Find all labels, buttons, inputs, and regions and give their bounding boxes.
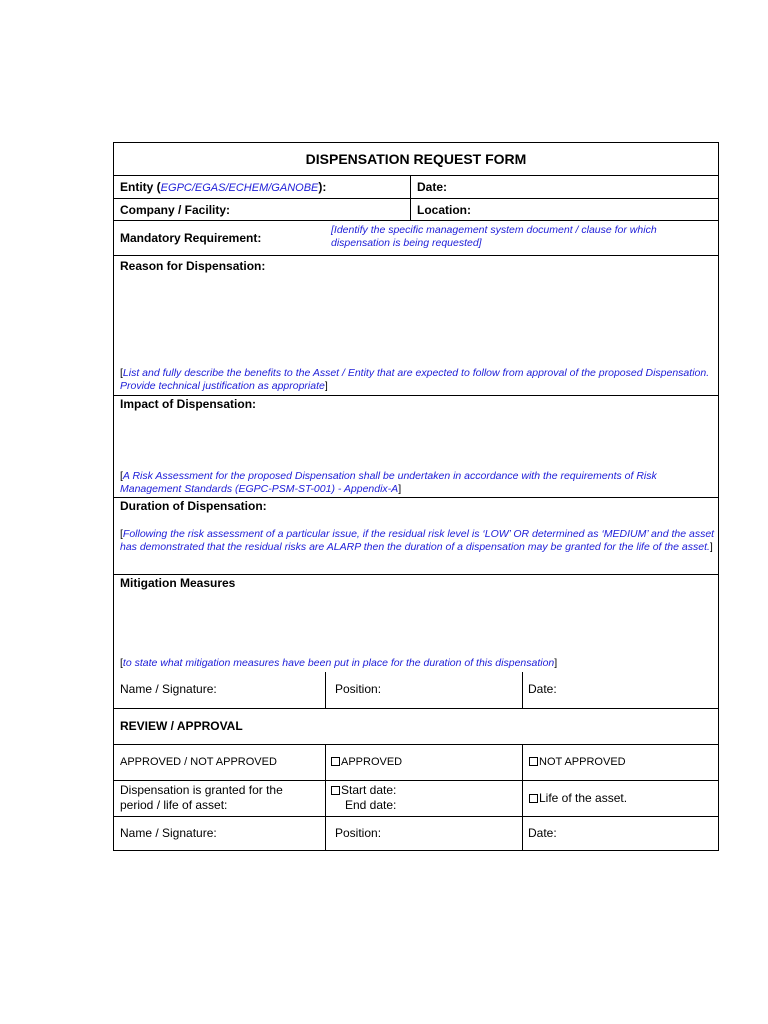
divider <box>325 781 326 816</box>
mandatory-hint: [Identify the specific management system document / clause for which dispensation is being requested] <box>331 224 657 249</box>
approved-label: APPROVED <box>341 756 403 768</box>
duration-label: Duration of Dispensation: <box>120 499 267 513</box>
divider <box>325 745 326 780</box>
mandatory-row <box>114 220 718 255</box>
not-approved-checkbox[interactable] <box>529 757 538 766</box>
reason-hint-block <box>120 367 710 393</box>
duration-hint: Following the risk assessment of a particular issue, if the residual risk level is ‘LOW’ OR determined as ‘MEDIUM’ and the asset has demonstrated that the residual risks are ALARP then the duration of a dispensation may be granted for the life of the asset. <box>120 528 715 553</box>
approved-option[interactable] <box>331 756 402 768</box>
date-label: Date: <box>417 180 448 194</box>
divider <box>522 817 523 850</box>
position-label: Position: <box>335 826 382 840</box>
start-date-checkbox[interactable] <box>331 786 340 795</box>
entity-row <box>114 175 718 198</box>
title-row <box>114 143 718 175</box>
signature-row-2 <box>114 816 718 850</box>
review-heading: REVIEW / APPROVAL <box>120 719 243 733</box>
life-of-asset-option[interactable] <box>529 791 627 805</box>
duration-row <box>114 497 718 574</box>
bracket-open: [ <box>120 657 123 669</box>
mitigation-hint: to state what mitigation measures have been put in place for the duration of this dispensation <box>122 657 555 669</box>
mitigation-label: Mitigation Measures <box>120 576 236 590</box>
life-of-asset-label: Life of the asset. <box>539 791 628 805</box>
entity-label-prefix: Entity ( <box>120 180 161 194</box>
form-title: DISPENSATION REQUEST FORM <box>305 151 527 167</box>
company-row <box>114 198 718 220</box>
mitigation-row <box>114 574 718 672</box>
divider <box>522 672 523 708</box>
approved-checkbox[interactable] <box>331 757 340 766</box>
start-date-option[interactable] <box>331 783 396 798</box>
entity-options: EGPC/EGAS/ECHEM/GANOBE <box>160 182 319 194</box>
position-label: Position: <box>335 682 382 696</box>
bracket-open: [ <box>120 528 123 540</box>
name-signature-label: Name / Signature: <box>120 826 217 840</box>
signature-row-1 <box>114 672 718 708</box>
bracket-close: ] <box>398 483 402 495</box>
bracket-open: [ <box>120 470 123 482</box>
bracket-close: ] <box>554 657 558 669</box>
start-date-label: Start date: <box>341 783 397 797</box>
divider <box>522 781 523 816</box>
reason-hint: List and fully describe the benefits to the Asset / Entity that are expected to follow from approval of the proposed Dispensation. Provide technical justification as appropriate <box>120 367 710 392</box>
entity-label <box>120 180 326 194</box>
dispensation-request-form <box>113 142 719 851</box>
date-label: Date: <box>528 682 557 696</box>
bracket-close: ] <box>324 380 328 392</box>
divider <box>522 745 523 780</box>
mitigation-hint-block <box>120 657 715 670</box>
divider <box>325 817 326 850</box>
divider <box>410 176 411 198</box>
life-of-asset-checkbox[interactable] <box>529 794 538 803</box>
reason-label: Reason for Dispensation: <box>120 259 266 273</box>
approval-status-label: APPROVED / NOT APPROVED <box>120 756 277 768</box>
bracket-close: ] <box>709 541 713 553</box>
impact-hint-block <box>120 470 715 496</box>
granted-period-row <box>114 780 718 816</box>
date-label: Date: <box>528 826 557 840</box>
impact-row <box>114 395 718 497</box>
divider <box>325 672 326 708</box>
review-heading-row <box>114 708 718 744</box>
start-end-dates <box>331 783 396 813</box>
impact-label: Impact of Dispensation: <box>120 397 257 411</box>
name-signature-label: Name / Signature: <box>120 682 217 696</box>
approval-status-row <box>114 744 718 780</box>
duration-hint-block <box>120 528 718 554</box>
company-label: Company / Facility: <box>120 203 231 217</box>
not-approved-option[interactable] <box>529 756 626 768</box>
bracket-open: [ <box>120 367 123 379</box>
divider <box>410 199 411 220</box>
reason-row <box>114 255 718 395</box>
granted-period-label: Dispensation is granted for the period / life of asset: <box>120 783 283 812</box>
mandatory-label: Mandatory Requirement: <box>120 231 262 245</box>
end-date-label: End date: <box>345 798 397 812</box>
location-label: Location: <box>417 203 471 217</box>
not-approved-label: NOT APPROVED <box>539 756 626 768</box>
impact-hint: A Risk Assessment for the proposed Dispensation shall be undertaken in accordance with the requirements of Risk Management Standards (EGPC-PSM-ST-001) - Appendix-A <box>120 470 657 495</box>
entity-label-suffix: ): <box>318 180 327 194</box>
